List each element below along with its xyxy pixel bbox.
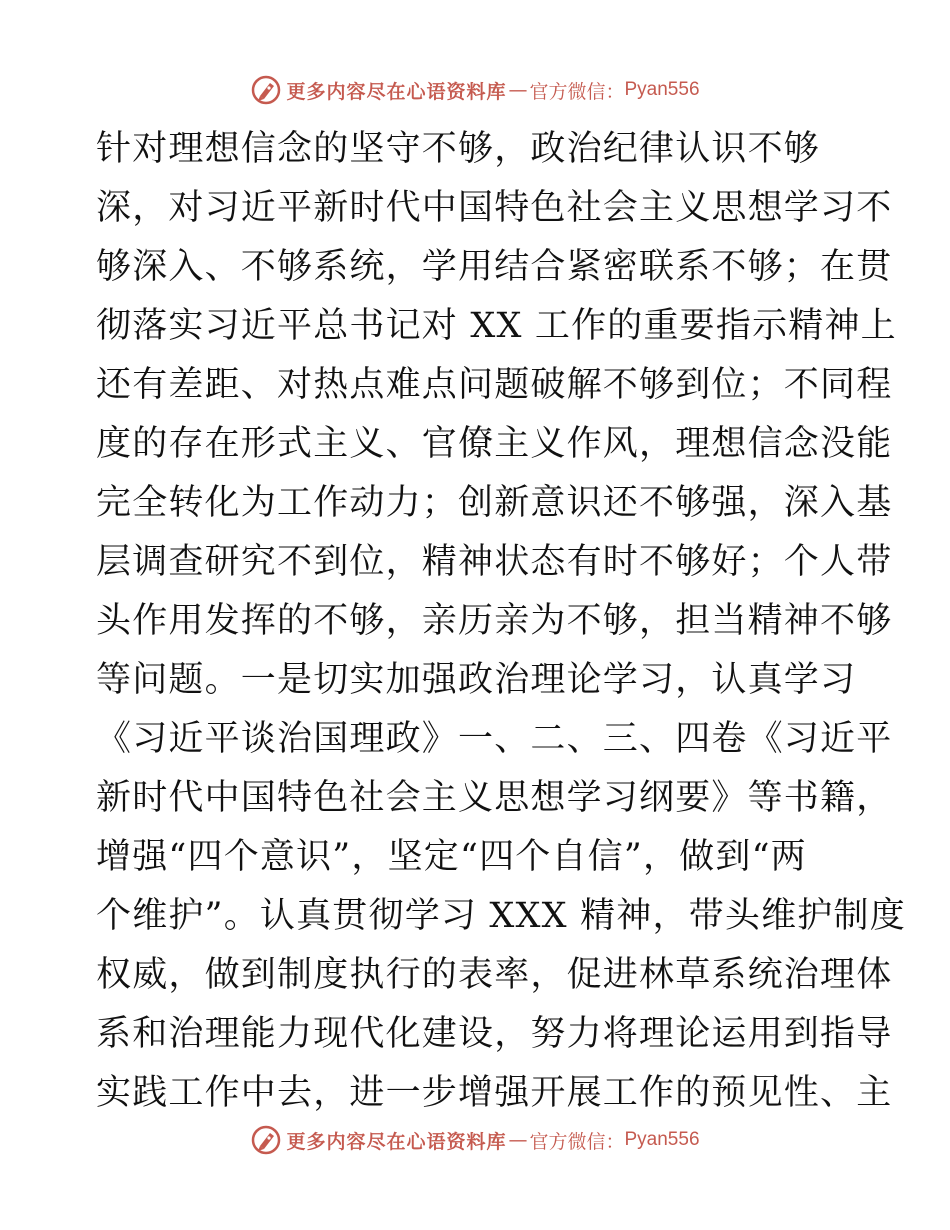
text-line: 层调查研究不到位，精神状态有时不够好；个人带 — [96, 542, 893, 582]
text-line: 度的存在形式主义、官僚主义作风，理想信念没能 — [96, 424, 893, 464]
text-line: 新时代中国特色社会主义思想学习纲要》等书籍， — [96, 778, 893, 818]
watermark-separator: — — [508, 79, 528, 101]
text-line: 深，对习近平新时代中国特色社会主义思想学习不 — [96, 188, 893, 228]
text-line: 头作用发挥的不够，亲历亲为不够，担当精神不够 — [96, 601, 893, 641]
text-line: 实践工作中去，进一步增强开展工作的预见性、主 — [96, 1073, 893, 1113]
text-line: 个维护”。认真贯彻学习 XXX 精神，带头维护制度 — [96, 896, 906, 936]
watermark-brand: 更多内容尽在心语资料库 — [286, 1130, 507, 1153]
document-body — [96, 120, 906, 1123]
text-line: 够深入、不够系统，学用结合紧密联系不够；在贯 — [96, 247, 893, 287]
text-line: 系和治理能力现代化建设，努力将理论运用到指导 — [96, 1014, 893, 1054]
watermark-wechat-label: 官方微信： — [529, 80, 625, 103]
header-watermark — [0, 70, 950, 110]
text-line: 还有差距、对热点难点问题破解不够到位；不同程 — [96, 365, 893, 405]
text-line: 针对理想信念的坚守不够，政治纪律认识不够 — [96, 129, 821, 169]
text-line: 权威，做到制度执行的表率，促进林草系统治理体 — [96, 955, 893, 995]
footer-watermark — [0, 1120, 950, 1160]
pen-nib-circle-icon — [250, 74, 282, 106]
watermark-separator: — — [508, 1129, 528, 1151]
text-line: 增强“四个意识”，坚定“四个自信”，做到“两 — [96, 837, 807, 877]
text-line: 完全转化为工作动力；创新意识还不够强，深入基 — [96, 483, 893, 523]
watermark-wechat-id: Pyan556 — [624, 79, 700, 100]
text-line: 等问题。一是切实加强政治理论学习，认真学习 — [96, 660, 857, 700]
text-line: 彻落实习近平总书记对 XX 工作的重要指示精神上 — [96, 306, 897, 346]
watermark-wechat-label: 官方微信： — [529, 1130, 625, 1153]
watermark-brand: 更多内容尽在心语资料库 — [286, 80, 507, 103]
pen-nib-circle-icon — [250, 1124, 282, 1156]
watermark-wechat-id: Pyan556 — [624, 1129, 700, 1150]
text-line: 《习近平谈治国理政》一、二、三、四卷《习近平 — [96, 719, 893, 759]
